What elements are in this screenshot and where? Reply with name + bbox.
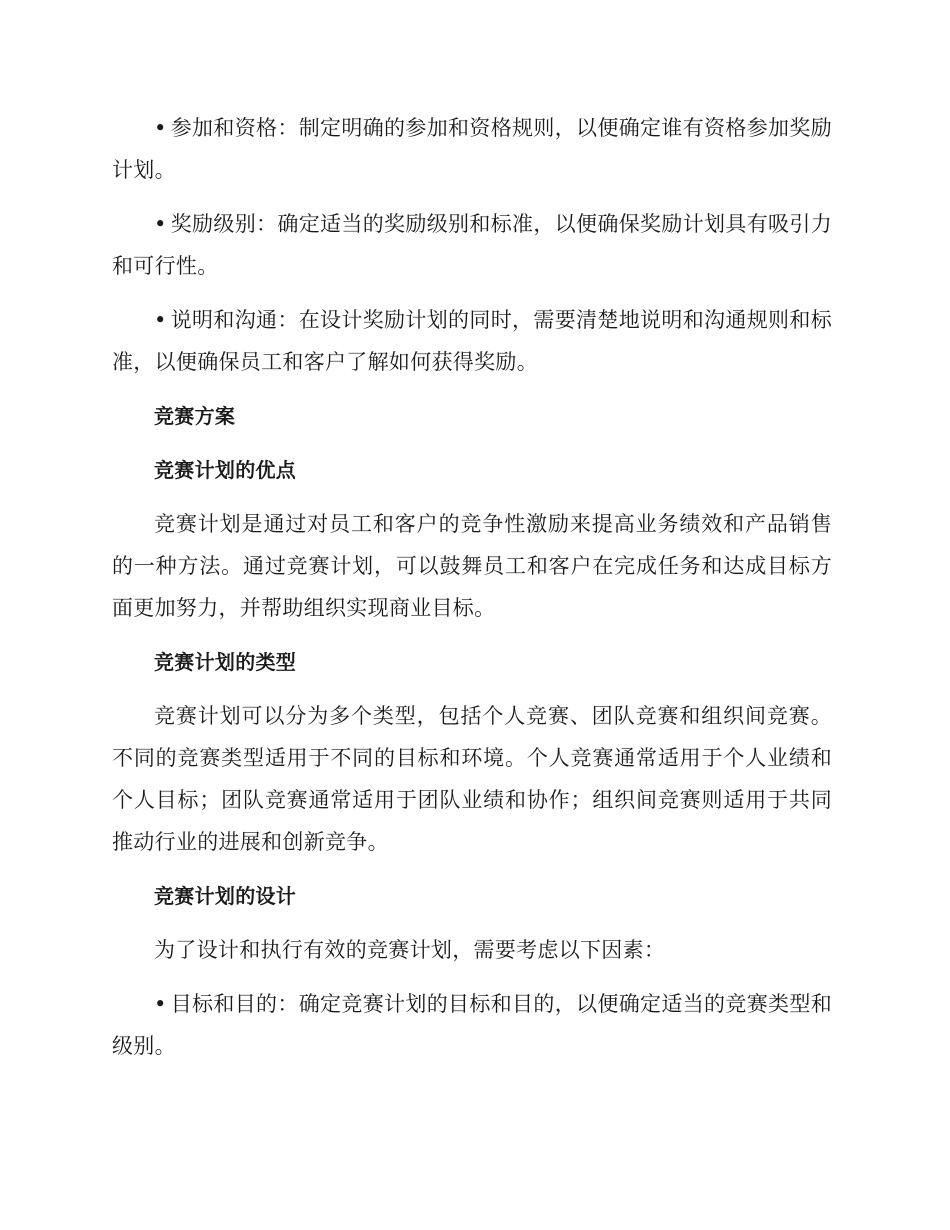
bullet-text: 说明和沟通：在设计奖励计划的同时，需要清楚地说明和沟通规则和标准，以便确保员工和客户了解如何获得奖励。 bbox=[112, 308, 832, 374]
bullet-item-communication bbox=[112, 299, 832, 383]
section-heading-contest-plan: 竞赛方案 bbox=[154, 404, 236, 428]
subheading-types: 竞赛计划的类型 bbox=[154, 650, 297, 674]
bullet-marker: • bbox=[154, 992, 167, 1016]
bullet-text: 目标和目的：确定竞赛计划的目标和目的，以便确定适当的竞赛类型和级别。 bbox=[112, 992, 832, 1058]
paragraph-advantages: 竞赛计划是通过对员工和客户的竞争性激励来提高业务绩效和产品销售的一种方法。通过竞赛计划，可以鼓舞员工和客户在完成任务和达成目标方面更加努力，并帮助组织实现商业目标。 bbox=[112, 512, 832, 620]
subheading-advantages: 竞赛计划的优点 bbox=[154, 458, 297, 482]
bullet-marker: • bbox=[154, 116, 167, 140]
bullet-text: 参加和资格：制定明确的参加和资格规则，以便确定谁有资格参加奖励计划。 bbox=[112, 116, 832, 182]
bullet-item-goals bbox=[112, 983, 832, 1067]
document-page bbox=[112, 107, 832, 1079]
paragraph-types: 竞赛计划可以分为多个类型，包括个人竞赛、团队竞赛和组织间竞赛。不同的竞赛类型适用于不同的目标和环境。个人竞赛通常适用于个人业绩和个人目标；团队竞赛通常适用于团队业绩和协作；组织间竞赛则适用于共同推动行业的进展和创新竞争。 bbox=[112, 704, 832, 854]
paragraph-design-intro: 为了设计和执行有效的竞赛计划，需要考虑以下因素： bbox=[154, 938, 666, 962]
bullet-text: 奖励级别：确定适当的奖励级别和标准，以便确保奖励计划具有吸引力和可行性。 bbox=[112, 212, 832, 278]
bullet-item-reward-level bbox=[112, 203, 832, 287]
bullet-marker: • bbox=[154, 308, 167, 332]
bullet-marker: • bbox=[154, 212, 167, 236]
subheading-design: 竞赛计划的设计 bbox=[154, 884, 297, 908]
bullet-item-eligibility bbox=[112, 107, 832, 191]
